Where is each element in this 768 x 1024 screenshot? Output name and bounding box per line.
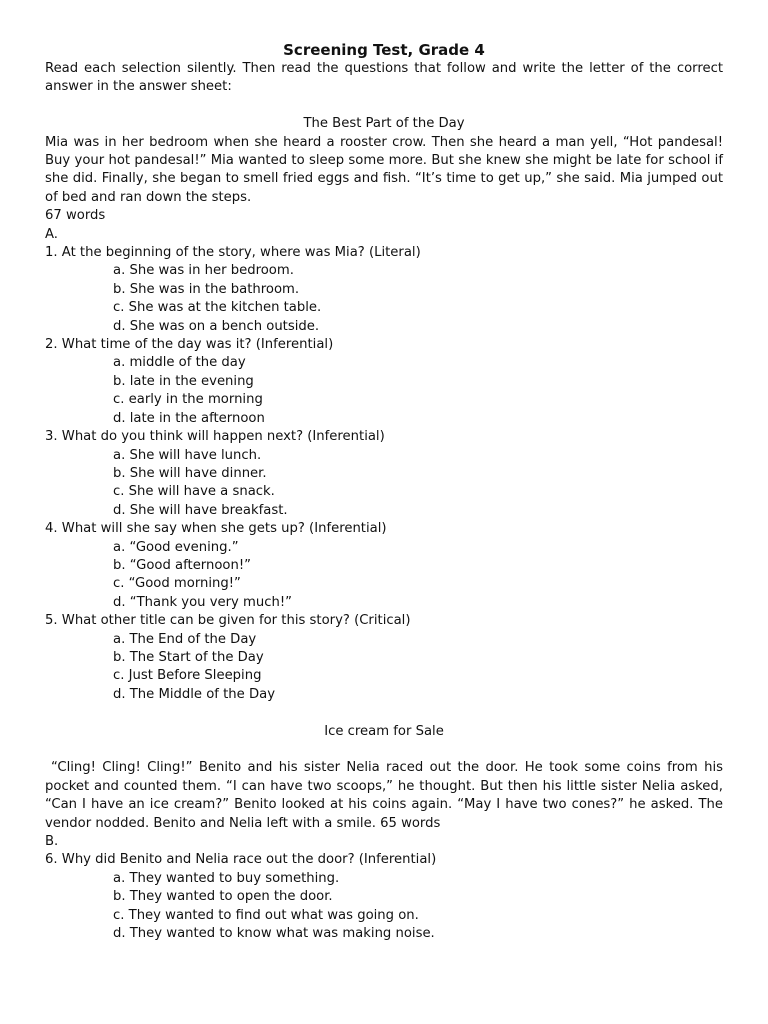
choice-3c: c. She will have a snack. [113, 484, 275, 500]
choice-4b: b. “Good afternoon!” [113, 557, 251, 573]
question-1: 1. At the beginning of the story, where was Mia? (Literal) [45, 245, 421, 261]
choice-5a: a. The End of the Day [113, 631, 257, 647]
spacer [45, 741, 723, 759]
passage-b: “Cling! Cling! Cling!” Benito and his sister Nelia raced out the door. He took some coins from his pocket and counted them. “I can have two scoops,” he thought. But then his little sister Nelia asked, “Can I have an ice cream?” Benito looked at his coins again. “May I have two cones?” he asked. The vendor nodded. Benito and Nelia left with a smile. 65 words [45, 760, 723, 831]
choice-5b: b. The Start of the Day [113, 649, 264, 665]
choice-6d: d. They wanted to know what was making noise. [113, 926, 435, 942]
choice-1b: b. She was in the bathroom. [113, 281, 300, 297]
choice-1a: a. She was in her bedroom. [113, 263, 294, 279]
choice-6a: a. They wanted to buy something. [113, 870, 340, 886]
story-title-a: The Best Part of the Day [303, 116, 465, 132]
choice-1d: d. She was on a bench outside. [113, 318, 320, 334]
spacer [45, 97, 723, 115]
question-4: 4. What will she say when she gets up? (Inferential) [45, 521, 387, 537]
choice-6c: c. They wanted to find out what was going on. [113, 907, 419, 923]
choice-4c: c. “Good morning!” [113, 576, 241, 592]
passage-a: Mia was in her bedroom when she heard a rooster crow. Then she heard a man yell, “Hot pandesal! Buy your hot pandesal!” Mia wanted to sleep some more. But she knew she might be late for school if she did. Finally, she began to smell fried eggs and fish. “It’s time to get up,” she said. Mia jumped out of bed and ran down the steps. [45, 134, 723, 205]
choice-3b: b. She will have dinner. [113, 465, 267, 481]
spacer [45, 704, 723, 722]
question-5: 5. What other title can be given for this story? (Critical) [45, 613, 411, 629]
word-count-a: 67 words [45, 208, 106, 224]
question-3: 3. What do you think will happen next? (Inferential) [45, 429, 385, 445]
choice-6b: b. They wanted to open the door. [113, 889, 333, 905]
section-label-a: A. [45, 226, 58, 242]
question-2: 2. What time of the day was it? (Inferential) [45, 337, 334, 353]
choice-2c: c. early in the morning [113, 392, 263, 408]
choice-4d: d. “Thank you very much!” [113, 594, 292, 610]
choice-3a: a. She will have lunch. [113, 447, 262, 463]
choice-2d: d. late in the afternoon [113, 410, 265, 426]
choice-2b: b. late in the evening [113, 373, 254, 389]
instructions: Read each selection silently. Then read the questions that follow and write the letter of the correct answer in the answer sheet: [45, 61, 723, 95]
choice-5d: d. The Middle of the Day [113, 686, 276, 702]
choice-2a: a. middle of the day [113, 355, 246, 371]
story-title-b: Ice cream for Sale [324, 723, 444, 739]
choice-1c: c. She was at the kitchen table. [113, 300, 322, 316]
test-document [45, 40, 723, 943]
question-6: 6. Why did Benito and Nelia race out the door? (Inferential) [45, 852, 437, 868]
choice-3d: d. She will have breakfast. [113, 502, 288, 518]
choice-4a: a. “Good evening.” [113, 539, 239, 555]
section-label-b: B. [45, 834, 59, 850]
choice-5c: c. Just Before Sleeping [113, 668, 262, 684]
document-title: Screening Test, Grade 4 [283, 41, 485, 59]
